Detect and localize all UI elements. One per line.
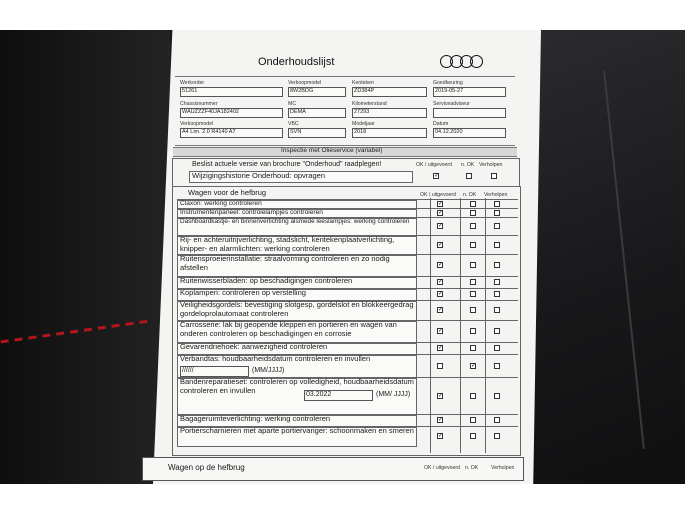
date-field[interactable]: ////// — [180, 366, 249, 377]
fixed-checkbox[interactable] — [494, 363, 500, 369]
field-label: MC — [288, 101, 297, 107]
fixed-checkbox[interactable] — [494, 345, 500, 351]
fixed-checkbox[interactable] — [494, 262, 500, 268]
ok-checkbox[interactable] — [437, 328, 443, 334]
field-label: Verkoopmodel — [288, 80, 322, 86]
item-label: Koplampen: controleren op verstelling — [180, 288, 306, 297]
ok-checkbox[interactable] — [437, 307, 443, 313]
field-value: DEMA — [288, 108, 346, 118]
fixed-checkbox[interactable] — [494, 201, 500, 207]
nok-checkbox[interactable] — [470, 242, 476, 248]
nok-checkbox[interactable] — [470, 279, 476, 285]
field-value — [433, 108, 506, 118]
fixed-checkbox[interactable] — [494, 242, 500, 248]
section-3-title: Wagen op de hefbrug — [168, 463, 245, 472]
nok-checkbox[interactable] — [470, 345, 476, 351]
fixed-checkbox[interactable] — [494, 291, 500, 297]
item-label: Ruitenwisserbladen: op beschadigingen controleren — [180, 276, 353, 285]
ok-checkbox[interactable] — [437, 363, 443, 369]
ok-checkbox[interactable] — [437, 417, 443, 423]
audi-logo-icon — [440, 55, 483, 68]
fixed-checkbox[interactable] — [494, 393, 500, 399]
ok-checkbox[interactable] — [433, 173, 439, 179]
nok-checkbox[interactable] — [470, 262, 476, 268]
item-label: Dashboardkastje- en binnenverlichting alsmede leeslampjes: werking controleren — [180, 218, 410, 225]
field-value: SVN — [288, 128, 346, 138]
col-ok-label: OK / uitgevoerd — [424, 465, 461, 471]
ok-checkbox[interactable] — [437, 242, 443, 248]
date-format-hint: (MM/JJJJ) — [252, 367, 285, 374]
field-value: 2019-05-27 — [433, 87, 506, 97]
item-label: Rij- en achteruitrijverlichting, stadslicht, kentekenplaatverlichting, knipper- en alarmlichten: werking controleren — [180, 235, 395, 253]
item-label: Portierscharnieren met aparte portiervanger: schoonmaken en smeren — [180, 426, 414, 435]
field-value: 8W2BDG — [288, 87, 346, 97]
item-label: Veiligheidsgordels: bevestiging slotgesp, gordelslot en blokkeergedrag gordeloprolautomaat controleren — [180, 300, 414, 318]
ok-checkbox[interactable] — [437, 262, 443, 268]
nok-checkbox[interactable] — [470, 363, 476, 369]
col-nok-label: n. OK — [463, 192, 477, 198]
col-ok-label: OK / uitgevoerd — [420, 192, 457, 198]
fixed-checkbox[interactable] — [494, 417, 500, 423]
date-field[interactable]: 03.2022 — [304, 390, 373, 401]
nok-checkbox[interactable] — [470, 210, 476, 216]
ok-checkbox[interactable] — [437, 345, 443, 351]
ok-checkbox[interactable] — [437, 279, 443, 285]
date-format-hint: (MM/ JJJJ) — [376, 391, 411, 398]
fixed-checkbox[interactable] — [494, 223, 500, 229]
col-fixed-label: Verholpen — [491, 465, 515, 471]
ok-checkbox[interactable] — [437, 201, 443, 207]
nok-checkbox[interactable] — [470, 201, 476, 207]
fixed-checkbox[interactable] — [494, 210, 500, 216]
item-label: Instrumentenpaneel: controlelampjes controleren — [180, 209, 323, 216]
field-label: Kilometerstand — [352, 101, 387, 107]
nok-checkbox[interactable] — [470, 291, 476, 297]
nok-checkbox[interactable] — [470, 433, 476, 439]
field-label: Verkoopmodel — [180, 121, 214, 127]
field-value: 51261 — [180, 87, 283, 97]
ok-checkbox[interactable] — [437, 223, 443, 229]
field-value: WAUZZZF40JA182402 — [180, 108, 283, 118]
fixed-checkbox[interactable] — [491, 173, 497, 179]
col-nok-label: n. OK — [461, 162, 475, 168]
nok-checkbox[interactable] — [470, 223, 476, 229]
fixed-checkbox[interactable] — [494, 328, 500, 334]
item-label: Ruitensproeierinstallatie: straalvorming controleren en zo nodig afstellen — [180, 254, 390, 272]
field-label: VBC — [288, 121, 299, 127]
nok-checkbox[interactable] — [466, 173, 472, 179]
item-label: Bagageruimteverlichting: werking controleren — [180, 414, 331, 423]
fixed-checkbox[interactable] — [494, 279, 500, 285]
item-label: Gevarendriehoek: aanwezigheid controleren — [180, 342, 328, 351]
field-label: Kenteken — [352, 80, 374, 86]
item-label: Verbandtas: houdbaarheidsdatum controleren en invullen — [180, 354, 371, 363]
field-value: A4 Lim. 2.0 R4140 A7 — [180, 128, 283, 138]
nok-checkbox[interactable] — [470, 328, 476, 334]
field-label: Serviceadviseur — [433, 101, 470, 107]
field-value: 27293 — [352, 108, 427, 118]
field-label: Datum — [433, 121, 449, 127]
field-label: Modeljaar — [352, 121, 375, 127]
ok-checkbox[interactable] — [437, 210, 443, 216]
item-label: Carrosserie: lak bij geopende kleppen en portieren en wagen van onderen controleren op beschadigingen en corrosie — [180, 320, 397, 338]
field-label: Goedkeuring — [433, 80, 463, 86]
section-2-title: Wagen voor de hefbrug — [188, 188, 267, 197]
ok-checkbox[interactable] — [437, 291, 443, 297]
nok-checkbox[interactable] — [470, 417, 476, 423]
fixed-checkbox[interactable] — [494, 307, 500, 313]
ok-checkbox[interactable] — [437, 393, 443, 399]
field-value: ZD384P — [352, 87, 427, 97]
col-fixed-label: Verholpen — [484, 192, 508, 198]
col-ok-label: OK / uitgevoerd — [416, 162, 453, 168]
field-value: 2018 — [352, 128, 427, 138]
field-label: Chassisnummer — [180, 101, 218, 107]
ok-checkbox[interactable] — [437, 433, 443, 439]
inspection-title: Inspectie met Olieservice (variabel) — [281, 147, 383, 154]
col-nok-label: n. OK — [465, 465, 479, 471]
item-label: Wijzigingshistorie Onderhoud: opvragen — [192, 171, 325, 180]
document-title: Onderhoudslijst — [258, 56, 335, 68]
col-fixed-label: Verholpen — [479, 162, 503, 168]
field-value: 04.12.2020 — [433, 128, 506, 138]
nok-checkbox[interactable] — [470, 393, 476, 399]
nok-checkbox[interactable] — [470, 307, 476, 313]
item-label: Claxon: werking controleren — [180, 200, 262, 207]
item-label: Bandenreparatieset: controleren op volledigheid, houdbaarheidsdatum controleren en invullen — [180, 377, 414, 395]
section-1-title: Beslist actuele versie van brochure "Onderhoud" raadplegen! — [192, 161, 382, 168]
field-label: Werkorder — [180, 80, 205, 86]
fixed-checkbox[interactable] — [494, 433, 500, 439]
